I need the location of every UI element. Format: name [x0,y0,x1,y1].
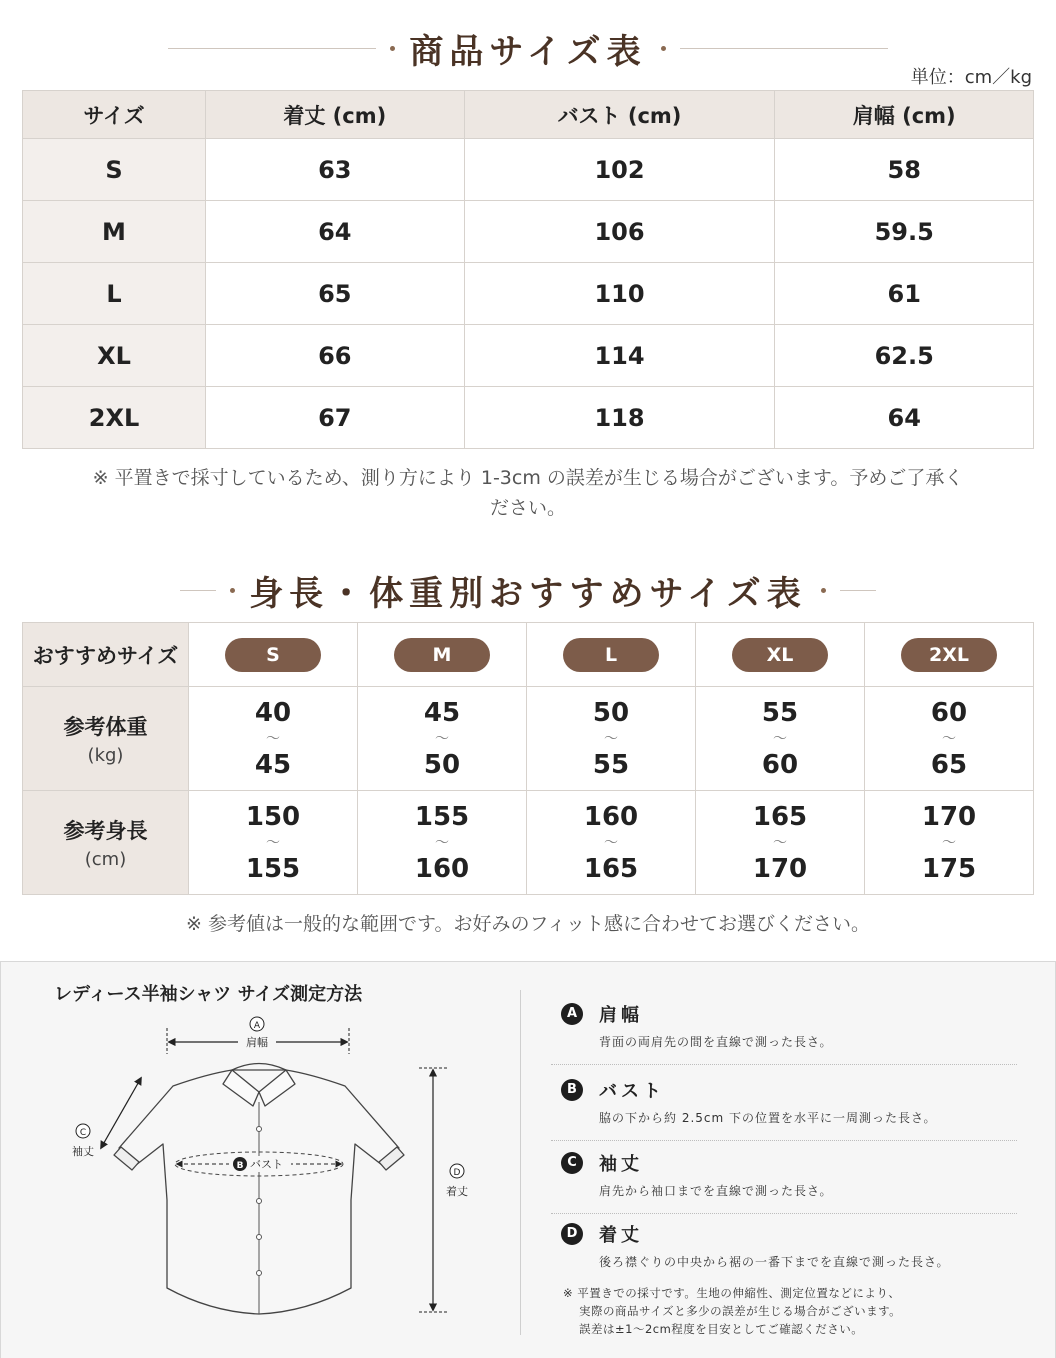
size-pill-cell [865,623,1034,687]
length-cell: 63 [206,139,465,201]
length-cell: 64 [206,201,465,263]
letter-badge: C [561,1152,583,1174]
size-chart-heading [0,24,1056,73]
heading-dot [661,46,666,51]
range-max: 45 [254,749,292,780]
note-line: ※ 平置きでの採寸です。生地の伸縮性、測定位置などにより、 [563,1286,901,1300]
vertical-divider [520,990,521,1335]
size-cell: L [23,263,206,325]
range-tilde: ～ [604,730,618,747]
size-pill: S [225,638,321,672]
bust-cell: 110 [464,263,775,325]
weight-label: 参考体重 [63,715,148,739]
recommend-note: ※ 参考値は一般的な範囲です。お好みのフィット感に合わせてお選びください。 [186,913,870,935]
note-line: ※ 平置きで採寸しているため、測り方により 1-3cm の誤差が生じる場合がございます。予めご了承く [92,467,964,489]
item-desc: 肩先から袖口までを直線で測った長さ。 [599,1184,833,1198]
range-max: 155 [245,853,301,884]
range-min: 150 [245,801,301,832]
bust-cell: 118 [464,387,775,449]
size-pill-cell [189,623,358,687]
table-row [23,387,1034,449]
range-max: 60 [761,749,799,780]
range-tilde: ～ [604,834,618,851]
length-cell: 66 [206,325,465,387]
range-tilde: ～ [942,730,956,747]
measurement-panel [0,961,1056,1358]
size-table-header-row [23,91,1034,139]
height-label-cell [23,791,189,895]
size-pill: L [563,638,659,672]
range-tilde: ～ [266,730,280,747]
header-size: サイズ [23,91,206,139]
size-chart-title: 商品サイズ表 [409,32,647,72]
length-diagram-label: 着丈 [446,1185,468,1198]
size-pill-cell [696,623,865,687]
range-max: 50 [423,749,461,780]
weight-range-cell [189,687,358,791]
item-name: 肩幅 [599,1005,643,1026]
letter-badge: A [561,1003,583,1025]
letter-badge: B [561,1079,583,1101]
heading-dot [230,588,235,593]
size-cell: XL [23,325,206,387]
size-pill-cell [358,623,527,687]
weight-range-cell [358,687,527,791]
shirt-diagram [1,962,521,1358]
size-cell: M [23,201,206,263]
range-tilde: ～ [435,834,449,851]
shoulder-cell: 64 [775,387,1034,449]
item-name: 着丈 [599,1225,643,1246]
note-line: 実際の商品サイズと多少の誤差が生じる場合がございます。 [579,1304,902,1318]
height-range-cell [189,791,358,895]
length-cell: 67 [206,387,465,449]
range-min: 45 [423,697,461,728]
range-max: 55 [592,749,630,780]
item-name: 袖丈 [599,1154,643,1175]
table-row [23,263,1034,325]
size-pill: 2XL [901,638,997,672]
size-cell: 2XL [23,387,206,449]
range-tilde: ～ [942,834,956,851]
shoulder-cell: 61 [775,263,1034,325]
sleeve-marker-letter: C [79,1128,87,1138]
heading-rule-left [168,48,376,49]
range-min: 170 [921,801,977,832]
range-min: 55 [761,697,799,728]
letter-badge: D [561,1223,583,1245]
height-range-cell [865,791,1034,895]
height-unit: (cm) [84,849,127,870]
header-bust: バスト (cm) [464,91,775,139]
note-line: 誤差は±1～2cm程度を目安としてご確認ください。 [579,1322,864,1336]
size-table [22,90,1034,449]
bust-cell: 114 [464,325,775,387]
size-pill: XL [732,638,828,672]
shoulder-diagram-label: 肩幅 [246,1036,268,1049]
range-max: 65 [930,749,968,780]
height-row [23,791,1034,895]
header-shoulder: 肩幅 (cm) [775,91,1034,139]
height-label: 参考身長 [63,819,148,843]
note-line: ださい。 [489,497,566,519]
size-pill-cell [527,623,696,687]
table-row [23,325,1034,387]
recommend-title: 身長・体重別おすすめサイズ表 [249,574,807,614]
heading-dot [390,46,395,51]
length-cell: 65 [206,263,465,325]
weight-range-cell [527,687,696,791]
range-min: 160 [583,801,639,832]
recommend-table [22,622,1034,895]
recommend-heading [0,566,1056,615]
table-row [23,139,1034,201]
recommend-header-row [23,623,1034,687]
range-max: 170 [752,853,808,884]
weight-unit: (kg) [87,745,124,766]
range-min: 40 [254,697,292,728]
weight-range-cell [696,687,865,791]
shoulder-cell: 59.5 [775,201,1034,263]
heading-rule-right [840,590,876,591]
height-range-cell [358,791,527,895]
item-desc: 背面の両肩先の間を直線で測った長さ。 [599,1035,833,1049]
recommend-size-label: おすすめサイズ [23,623,189,687]
heading-rule-right [680,48,888,49]
range-min: 155 [414,801,470,832]
item-separator [551,1140,1017,1141]
height-range-cell [527,791,696,895]
bust-diagram-label: バスト [250,1158,283,1171]
bust-cell: 106 [464,201,775,263]
length-marker-letter: D [453,1168,461,1178]
item-desc: 後ろ襟ぐりの中央から裾の一番下までを直線で測った長さ。 [599,1255,950,1269]
size-pill: M [394,638,490,672]
shoulder-cell: 58 [775,139,1034,201]
size-chart-note [40,463,1016,523]
table-row [23,201,1034,263]
range-tilde: ～ [266,834,280,851]
weight-label-cell [23,687,189,791]
sleeve-diagram-label: 袖丈 [72,1145,94,1158]
item-name: バスト [599,1081,665,1102]
heading-dot [821,588,826,593]
unit-label: 単位：cm／kg [910,67,1032,88]
height-range-cell [696,791,865,895]
shoulder-cell: 62.5 [775,325,1034,387]
range-tilde: ～ [773,834,787,851]
measurement-title: レディース半袖シャツ サイズ測定方法 [54,984,363,1005]
range-tilde: ～ [773,730,787,747]
heading-rule-left [180,590,216,591]
range-max: 175 [921,853,977,884]
weight-row [23,687,1034,791]
range-max: 165 [583,853,639,884]
item-separator [551,1064,1017,1065]
range-min: 165 [752,801,808,832]
range-min: 60 [930,697,968,728]
item-separator [551,1213,1017,1214]
size-cell: S [23,139,206,201]
range-min: 50 [592,697,630,728]
bust-marker-letter: B [236,1161,244,1171]
range-tilde: ～ [435,730,449,747]
weight-range-cell [865,687,1034,791]
item-desc: 脇の下から約 2.5cm 下の位置を水平に一周測った長さ。 [599,1111,937,1125]
measurement-note [563,1284,901,1338]
range-max: 160 [414,853,470,884]
shoulder-marker-letter: A [253,1021,261,1031]
bust-cell: 102 [464,139,775,201]
header-length: 着丈 (cm) [206,91,465,139]
